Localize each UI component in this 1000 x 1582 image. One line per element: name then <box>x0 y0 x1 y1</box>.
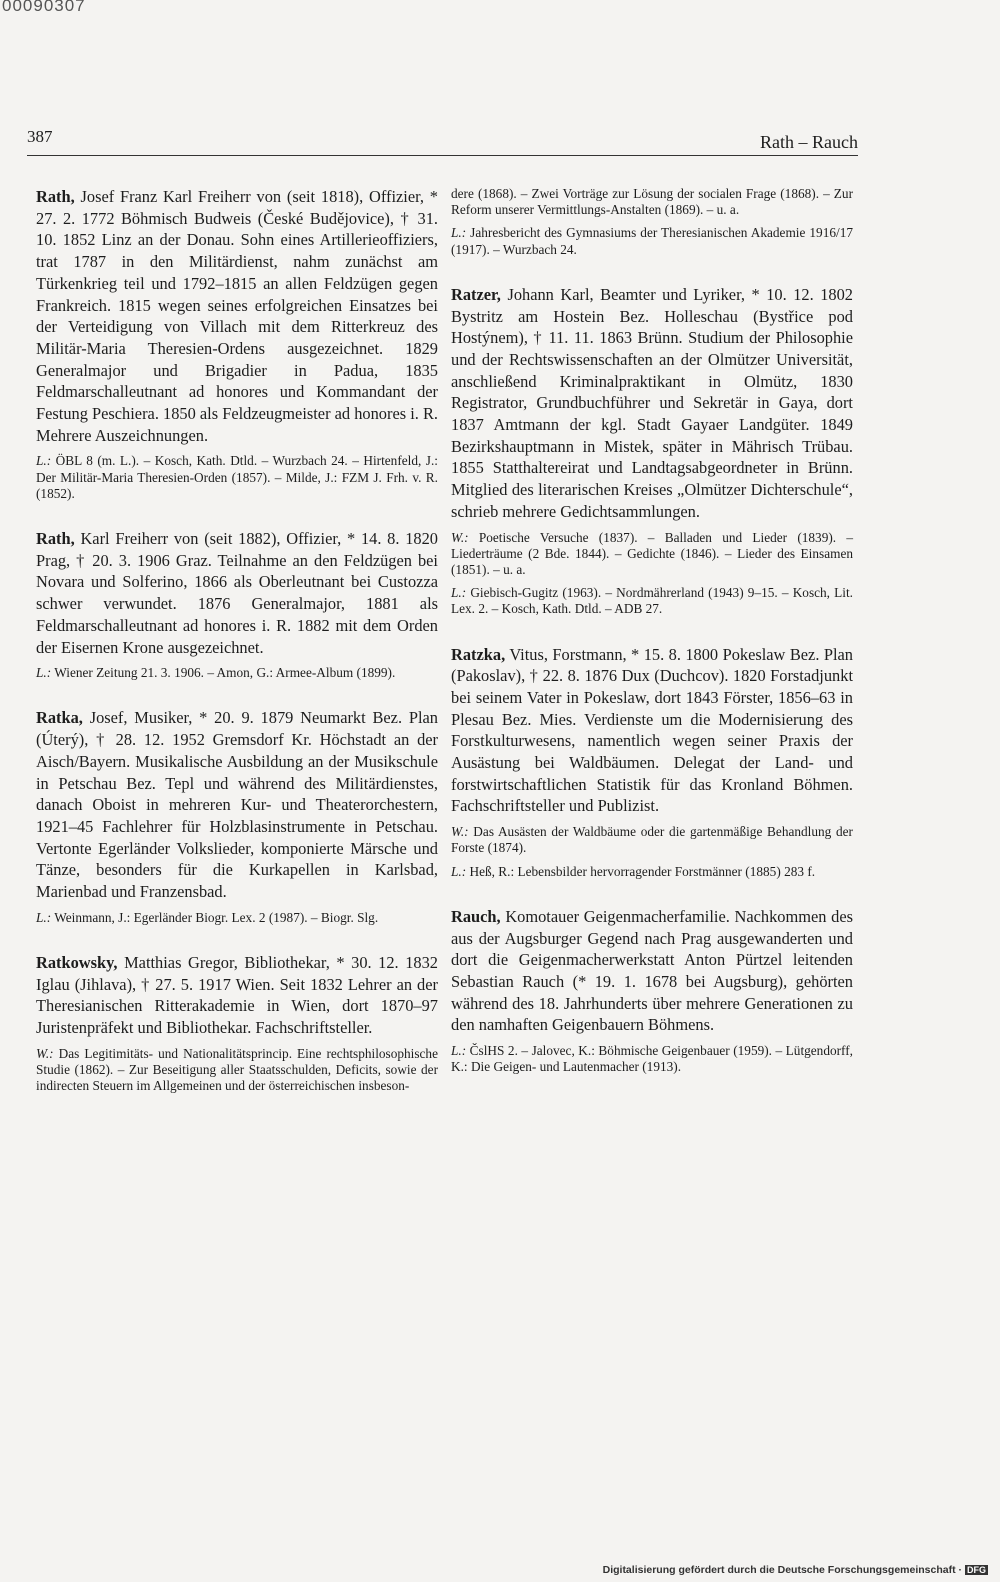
reference-note <box>451 186 853 218</box>
entry-headword: Rath, <box>36 187 75 206</box>
entry-text <box>36 528 438 658</box>
biography-entry <box>451 906 853 1076</box>
continuation-block <box>451 186 853 258</box>
entry-headword: Ratzka, <box>451 644 506 664</box>
reference-text: dere (1868). – Zwei Vorträge zur Lösung der socialen Frage (1868). – Zur Reform unserer Vermittlungs-Anstalten (1869). – u. a. <box>451 186 853 218</box>
reference-text: Heß, R.: Lebensbilder hervorragender Forstmänner (1885) 283 f. <box>466 863 816 879</box>
reference-note <box>36 453 438 502</box>
biography-entry <box>36 528 438 681</box>
entry-text <box>36 707 438 902</box>
entry-text <box>451 284 853 523</box>
reference-label: L.: <box>36 665 52 681</box>
right-column <box>451 186 853 1075</box>
left-column <box>36 186 438 1094</box>
biography-entry <box>36 707 438 926</box>
reference-label: L.: <box>36 453 52 469</box>
reference-note <box>451 225 853 257</box>
reference-note <box>36 665 438 681</box>
entry-body: Josef Franz Karl Freiherr von (seit 1818), Offizier, * 27. 2. 1772 Böhmisch Budweis (České Budějovice), † 31. 10. 1852 Linz an der Donau. Sohn eines Artillerieoffiziers, trat 1787 in den Militärdienst, nahm zunächst am Türkenkrieg teil und 1792–1815 an allen Feldzügen gegen Frankreich. 1815 wegen seines erfolgreichen Einsatzes bei der Verteidigung von Villach mit dem Ritterkreuz des Militär-Maria Theresien-Ordens ausgezeichnet. 1829 Generalmajor und Brigadier in Padua, 1835 Feldmarschalleutnant ad honores und Kommandant der Festung Peschiera. 1850 als Feldzeugmeister ad honores i. R. Mehrere Auszeichnungen. <box>36 187 438 445</box>
biography-entry <box>36 952 438 1094</box>
entry-text <box>36 186 438 446</box>
entry-gap <box>36 681 438 707</box>
entry-gap <box>451 258 853 284</box>
biography-entry <box>36 186 438 502</box>
entry-body: Vitus, Forstmann, * 15. 8. 1800 Pokeslaw Bez. Plan (Pakoslav), † 22. 8. 1876 Dux (Duchcov). 1820 Forstadjunkt bei seinem Vater in Pokeslaw, dort 1843 Förster, 1856–63 in Plesau Bez. Mies. Verdienste um die Modernisierung des Forstkulturwesens, namentlich wegen seiner Praxis der Ausästung bei Waldbäumen. Delegat der Land- und forstwirtschaftlichen Statistik für das Kronland Böhmen. Fachschriftsteller und Publizist. <box>451 644 853 816</box>
entry-body: Komotauer Geigenmacherfamilie. Nachkommen des aus der Augsburger Gegend nach Prag ausgewanderten und dort die Geigenmacherwerkstatt Anton Pürtzel leitenden Sebastian Rauch (* 19. 1. 1678 bei Augsburg), gehörten während des 18. Jahrhunderts über mehrere Generationen zu den namhaften Geigenbauern Böhmens. <box>451 906 853 1035</box>
biography-entry <box>451 284 853 618</box>
reference-note <box>451 864 853 880</box>
reference-note <box>36 1046 438 1095</box>
reference-note <box>451 530 853 579</box>
entry-gap <box>451 880 853 906</box>
biography-entry <box>451 644 853 880</box>
entry-gap <box>36 926 438 952</box>
entry-gap <box>36 502 438 528</box>
reference-text: Weinmann, J.: Egerländer Biogr. Lex. 2 (1987). – Biogr. Slg. <box>51 909 379 925</box>
reference-note <box>451 585 853 617</box>
reference-label: L.: <box>36 909 52 925</box>
scan-corner-mark: 00090307 <box>2 0 86 15</box>
dfg-logo: DFG <box>967 1565 986 1575</box>
entry-headword: Ratkowsky, <box>36 953 118 972</box>
reference-text: Das Ausästen der Waldbäume oder die gartenmäßige Behandlung der Forste (1874). <box>451 824 853 856</box>
entry-body: Matthias Gregor, Bibliothekar, * 30. 12. 1832 Iglau (Jihlava), † 27. 5. 1917 Wien. Seit 1832 Lehrer an der Theresianischen Ritterakademie in Wien, dort 1870–97 Juristenpräfekt und Bibliothekar. Fachschriftsteller. <box>36 953 438 1038</box>
page-number: 387 <box>27 127 53 146</box>
entry-text <box>36 952 438 1039</box>
reference-text: Wiener Zeitung 21. 3. 1906. – Amon, G.: Armee-Album (1899). <box>51 665 396 681</box>
reference-label: L.: <box>451 863 467 879</box>
entry-body: Josef, Musiker, * 20. 9. 1879 Neumarkt Bez. Plan (Úterý), † 28. 12. 1952 Gremsdorf Kr. Höchstadt an der Aisch/Bayern. Musikalische Ausbildung an der Musikschule in Petschau Bez. Tepl und während des Militärdienstes, danach Oboist in mehreren Kur- und Theaterorchestern, 1921–45 Fachlehrer für Holzblasinstrumente in Petschau. Vertonte Egerländer Volkslieder, komponierte Märsche und Tänze, besonders für die Kurkapellen in Karlsbad, Marienbad und Franzensbad. <box>36 708 438 902</box>
reference-label: L.: <box>451 225 467 241</box>
footer-text: Digitalisierung gefördert durch die Deutsche Forschungsgemeinschaft · <box>602 1564 962 1576</box>
entry-body: Johann Karl, Beamter und Lyriker, * 10. 12. 1802 Bystritz am Hostein Bez. Holleschau (Bystřice pod Hostýnem), † 11. 11. 1863 Brünn. Studium der Philosophie und der Rechtswissenschaften an der Olmützer Universität, anschließend Kriminalpraktikant in Olmütz, 1830 Registrator, Grundbuchführer und Sekretär in Gaya, dort 1837 Amtmann der kgl. Stadt Gayaer Landgüter. 1849 Bezirkshauptmann in Mistek, später in Mährisch Trübau. 1855 Statthaltereirat und Landtagsabgeordneter in Brünn. Mitglied des literarischen Kreises „Olmützer Dichterschule“, schrieb mehrere Gedichtsammlungen. <box>451 284 853 521</box>
entry-headword: Rath, <box>36 529 75 549</box>
reference-note <box>451 1043 853 1075</box>
entry-headword: Ratka, <box>36 708 83 728</box>
reference-label: W.: <box>451 529 469 545</box>
reference-label: L.: <box>451 1043 467 1059</box>
entry-headword: Rauch, <box>451 906 501 926</box>
reference-label: W.: <box>451 824 469 840</box>
reference-text: ÖBL 8 (m. L.). – Kosch, Kath. Dtld. – Wurzbach 24. – Hirtenfeld, J.: Der Militär-Maria Theresien-Orden (1857). – Milde, J.: FZM J. Frh. v. R. (1852). <box>36 453 438 501</box>
running-head: Rath – Rauch <box>760 132 858 152</box>
reference-text: Das Legitimitäts- und Nationalitätsprincip. Eine rechtsphilosophische Studie (1862). – Zur Beseitigung aller Staatsschulden, Deficits, sowie der indirecten Steuern im Allgemeinen und der österreichischen insbeson- <box>36 1045 438 1094</box>
entry-body: Karl Freiherr von (seit 1882), Offizier, * 14. 8. 1820 Prag, † 20. 3. 1906 Graz. Teilnahme an den Feldzügen bei Novara und Solferino, 1866 als Oberleutnant bei Custozza schwer verwundet. 1876 Generalmajor, 1881 als Feldmarschalleutnant ad honores i. R. 1882 mit dem Orden der Eisernen Krone ausgezeichnet. <box>36 529 438 657</box>
reference-text: Jahresbericht des Gymnasiums der Theresianischen Akademie 1916/17 (1917). – Wurzbach 24. <box>451 225 853 257</box>
reference-label: L.: <box>451 585 467 601</box>
reference-note <box>451 824 853 856</box>
reference-text: Poetische Versuche (1837). – Balladen und Lieder (1839). – Liederträume (2 Bde. 1844). – Gedichte (1846). – Lieder des Einsamen (1851). – u. a. <box>451 529 853 577</box>
reference-note <box>36 910 438 926</box>
footer-credit <box>603 1564 988 1576</box>
entry-headword: Ratzer, <box>451 284 501 304</box>
entry-text <box>451 644 853 818</box>
reference-label: W.: <box>36 1045 54 1061</box>
entry-gap <box>451 618 853 644</box>
reference-text: ČslHS 2. – Jalovec, K.: Böhmische Geigenbauer (1959). – Lütgendorff, K.: Die Geigen- und Lautenmacher (1913). <box>451 1043 853 1075</box>
reference-text: Giebisch-Gugitz (1963). – Nordmährerland (1943) 9–15. – Kosch, Lit. Lex. 2. – Kosch, Kath. Dtld. – ADB 27. <box>451 585 853 617</box>
entry-text <box>451 906 853 1036</box>
header-rule <box>27 155 858 156</box>
